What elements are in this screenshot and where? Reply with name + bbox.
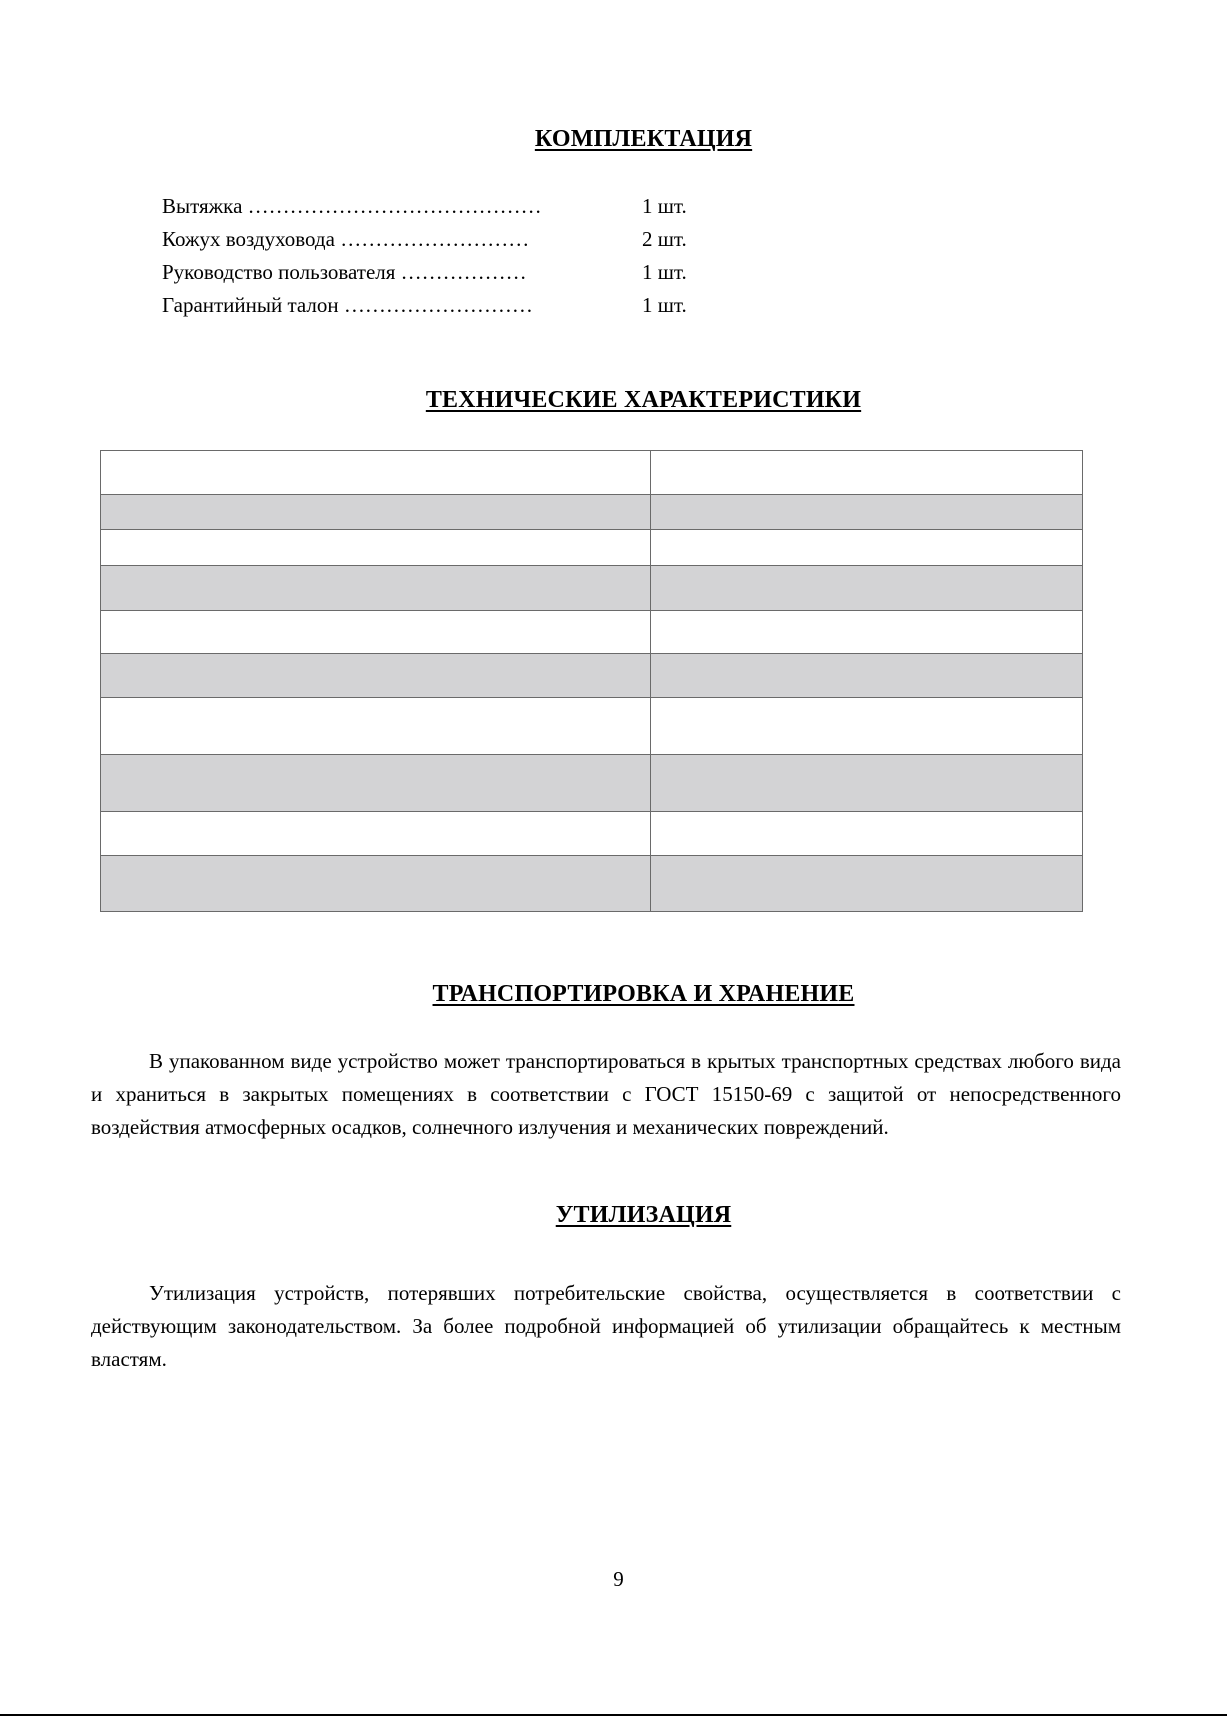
- spec-table: [100, 450, 1083, 912]
- spec-table-row: [101, 812, 1083, 856]
- kit-item-qty: 2 шт.: [642, 227, 687, 251]
- spec-param-cell: [101, 530, 651, 566]
- kit-item-qty: 1 шт.: [642, 293, 687, 317]
- spec-table-row: [101, 698, 1083, 755]
- spec-value-cell: [651, 495, 1083, 530]
- spec-value-cell: [651, 856, 1083, 912]
- spec-param-cell: [101, 495, 651, 530]
- section-heading-komplektaciya: КОМПЛЕКТАЦИЯ: [534, 126, 753, 152]
- kit-list: [162, 190, 722, 322]
- spec-value-cell: [651, 530, 1083, 566]
- spec-param-cell: [101, 566, 651, 611]
- spec-value-cell: [651, 812, 1083, 856]
- spec-param-cell: [101, 611, 651, 654]
- spec-table-row: [101, 566, 1083, 611]
- spec-value-cell: [651, 698, 1083, 755]
- util-paragraph: Утилизация устройств, потерявших потребительские свойства, осуществляется в соответствии с действующим законодательством. За более подробной информацией об утилизации обращайтесь к местным властям.: [91, 1281, 1121, 1371]
- spec-table-row: [101, 530, 1083, 566]
- spec-value-cell: [651, 755, 1083, 812]
- kit-item: [162, 256, 722, 289]
- section-heading-transport: ТРАНСПОРТИРОВКА И ХРАНЕНИЕ: [432, 981, 855, 1007]
- kit-item: [162, 190, 722, 223]
- bottom-rule: [0, 1714, 1227, 1716]
- spec-param-cell: [101, 755, 651, 812]
- kit-item-qty: 1 шт.: [642, 260, 687, 284]
- spec-table-row: [101, 856, 1083, 912]
- spec-value-cell: [651, 654, 1083, 698]
- page-number: 9: [613, 1567, 624, 1591]
- spec-table-row: [101, 755, 1083, 812]
- kit-item-label: Гарантийный талон ………………………: [162, 293, 533, 317]
- spec-table-row: [101, 495, 1083, 530]
- spec-param-cell: [101, 856, 651, 912]
- spec-param-cell: [101, 698, 651, 755]
- spec-param-cell: [101, 654, 651, 698]
- kit-item-label: Вытяжка ……………………………………: [162, 194, 542, 218]
- kit-item-label: Руководство пользователя ………………: [162, 260, 527, 284]
- section-heading-util: УТИЛИЗАЦИЯ: [555, 1202, 732, 1228]
- spec-value-cell: [651, 566, 1083, 611]
- spec-table-row: [101, 451, 1083, 495]
- spec-param-cell: [101, 812, 651, 856]
- kit-item-qty: 1 шт.: [642, 194, 687, 218]
- kit-item: [162, 289, 722, 322]
- spec-table-row: [101, 611, 1083, 654]
- spec-value-cell: [651, 611, 1083, 654]
- spec-table-row: [101, 654, 1083, 698]
- spec-value-cell: [651, 451, 1083, 495]
- spec-param-cell: [101, 451, 651, 495]
- kit-item-label: Кожух воздуховода ………………………: [162, 227, 530, 251]
- transport-paragraph: В упакованном виде устройство может транспортироваться в крытых транспортных средствах любого вида и храниться в закрытых помещениях в соответствии с ГОСТ 15150-69 с защитой от непосредственного воздействия атмосферных осадков, солнечного излучения и механических повреждений.: [91, 1049, 1121, 1139]
- kit-item: [162, 223, 722, 256]
- section-heading-tech: ТЕХНИЧЕСКИЕ ХАРАКТЕРИСТИКИ: [425, 387, 862, 413]
